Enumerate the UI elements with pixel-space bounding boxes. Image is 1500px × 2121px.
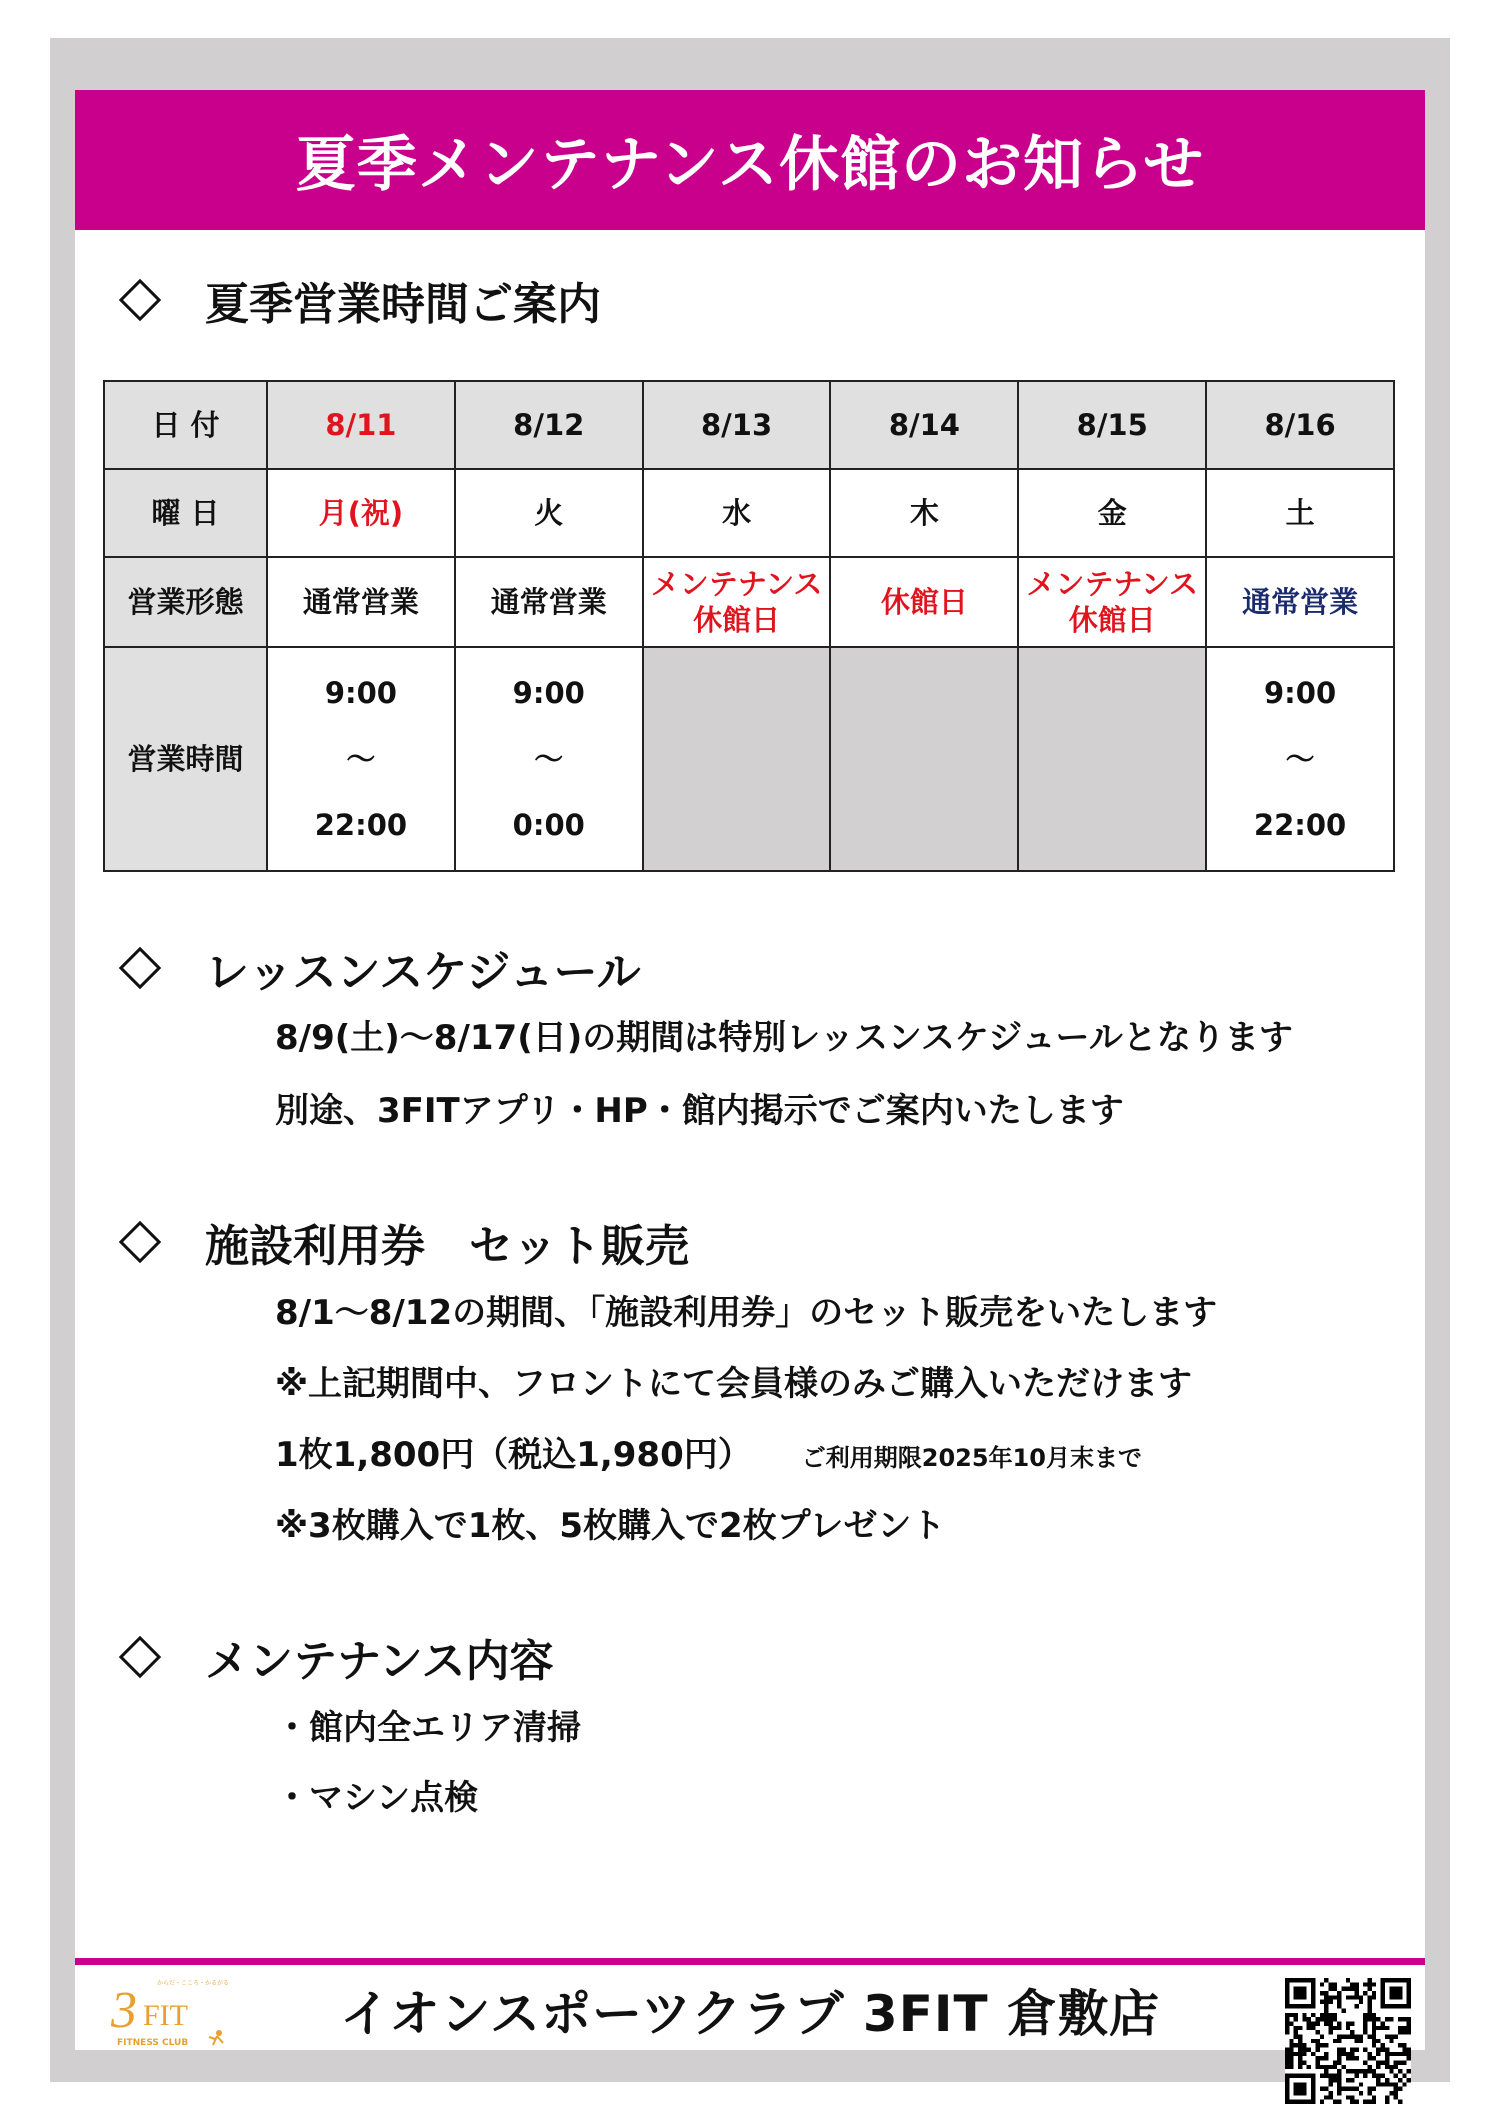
maintenance-heading [115, 1625, 553, 1689]
svg-text:3: 3 [111, 1982, 137, 2039]
date-cell: 8/12 [455, 381, 643, 469]
logo-tagline: からだ・こころ・かるがる [157, 1980, 230, 1987]
hours-heading [115, 268, 601, 332]
ticket-line: ※3枚購入で1枚、5枚購入で2枚プレゼント [275, 1506, 946, 1546]
weekday-cell: 木 [830, 469, 1018, 557]
hours-table [103, 380, 1395, 872]
weekday-cell: 金 [1018, 469, 1206, 557]
time-separator: ～ [534, 742, 564, 776]
date-cell: 8/16 [1206, 381, 1394, 469]
maintenance-item: ・マシン点検 [275, 1778, 479, 1818]
closed-cell [1018, 647, 1206, 871]
weekday-cell: 火 [455, 469, 643, 557]
open-time: 9:00 [324, 676, 397, 710]
hours-cell [267, 647, 455, 871]
qr-code-icon[interactable] [1285, 1978, 1411, 2104]
ticket-expiry: ご利用期限2025年10月末まで [801, 1444, 1142, 1472]
weekday-row [104, 469, 1394, 557]
row-label-date: 日 付 [104, 381, 267, 469]
ticket-line: 8/1～8/12の期間、「施設利用券」のセット販売をいたします [275, 1293, 1218, 1333]
status-line: メンテナンス [1026, 566, 1199, 601]
footer-divider [75, 1958, 1425, 1965]
lesson-heading [115, 936, 641, 1000]
close-time: 22:00 [314, 808, 408, 842]
date-cell: 8/15 [1018, 381, 1206, 469]
date-cell: 8/13 [643, 381, 831, 469]
weekday-cell: 水 [643, 469, 831, 557]
lesson-line: 別途、3FITアプリ・HP・館内掲示でご案内いたします [275, 1091, 1124, 1131]
closed-cell [830, 647, 1018, 871]
diamond-icon [119, 1636, 161, 1678]
hours-cell [455, 647, 643, 871]
ticket-heading [115, 1210, 689, 1274]
open-time: 9:00 [512, 676, 585, 710]
status-line: 休館日 [1068, 603, 1156, 637]
weekday-cell: 月(祝) [267, 469, 455, 557]
time-separator: ～ [346, 742, 376, 776]
store-name: イオンスポーツクラブ 3FIT 倉敷店 [340, 1985, 1160, 2043]
lesson-heading-text: レッスンスケジュール [205, 947, 641, 998]
closed-cell [643, 647, 831, 871]
maintenance-heading-text: メンテナンス内容 [205, 1636, 554, 1687]
row-label-weekday: 曜 日 [104, 469, 267, 557]
open-time: 9:00 [1264, 676, 1337, 710]
status-cell [643, 557, 831, 647]
weekday-cell: 土 [1206, 469, 1394, 557]
status-cell: 通常営業 [267, 557, 455, 647]
close-time: 22:00 [1253, 808, 1347, 842]
date-row [104, 381, 1394, 469]
hours-cell [1206, 647, 1394, 871]
svg-text:FIT: FIT [143, 1999, 188, 2032]
hours-heading-text: 夏季営業時間ご案内 [205, 279, 601, 330]
ticket-price: 1枚1,800円（税込1,980円） [275, 1435, 752, 1475]
status-line: 休館日 [693, 603, 781, 637]
hours-row [104, 647, 1394, 871]
status-line: メンテナンス [650, 566, 823, 601]
status-cell [1018, 557, 1206, 647]
ticket-price-line [275, 1427, 1142, 1476]
status-cell: 通常営業 [455, 557, 643, 647]
diamond-icon [119, 947, 161, 989]
page-title: 夏季メンテナンス休館のお知らせ [75, 90, 1425, 230]
status-row [104, 557, 1394, 647]
date-cell: 8/11 [267, 381, 455, 469]
status-cell: 休館日 [830, 557, 1018, 647]
ticket-heading-text: 施設利用券 セット販売 [205, 1221, 689, 1272]
poster-sheet [75, 90, 1425, 2050]
row-label-status: 営業形態 [104, 557, 267, 647]
diamond-icon [119, 279, 161, 321]
row-label-hours: 営業時間 [104, 647, 267, 871]
date-cell: 8/14 [830, 381, 1018, 469]
close-time: 0:00 [512, 808, 585, 842]
status-cell: 通常営業 [1206, 557, 1394, 647]
maintenance-item: ・館内全エリア清掃 [275, 1708, 581, 1748]
time-separator: ～ [1285, 742, 1315, 776]
poster-frame [50, 38, 1450, 2082]
logo-sub: FITNESS CLUB [117, 2038, 189, 2048]
diamond-icon [119, 1221, 161, 1263]
lesson-line: 8/9(土)～8/17(日)の期間は特別レッスンスケジュールとなります [275, 1018, 1293, 1058]
ticket-line: ※上記期間中、フロントにて会員様のみご購入いただけます [275, 1364, 1193, 1404]
